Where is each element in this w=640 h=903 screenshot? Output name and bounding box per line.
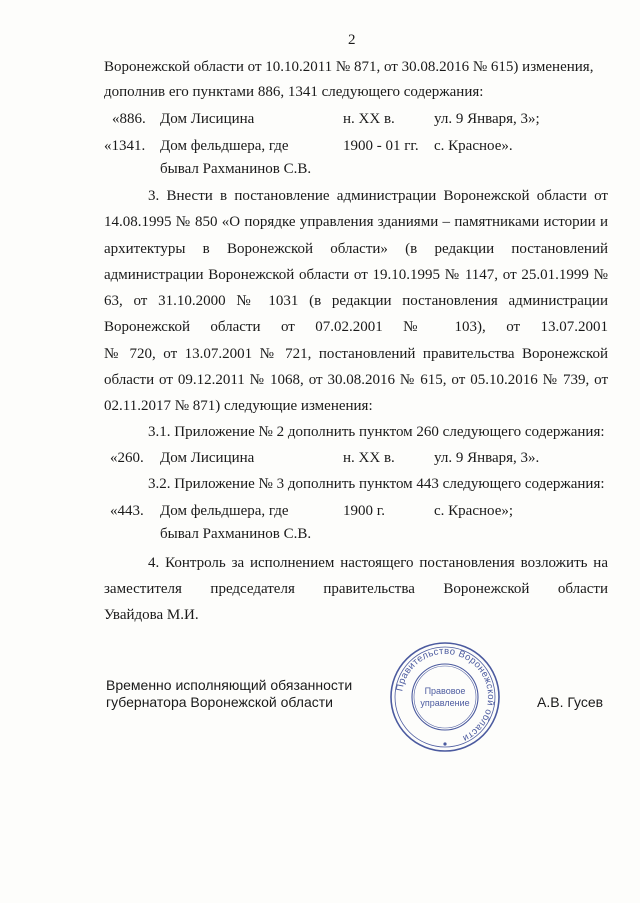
list-item-name: Дом фельдшера, где <box>160 138 289 154</box>
list-item-number: «886. <box>112 111 146 127</box>
list-item-address: с. Красное». <box>434 138 513 154</box>
paragraph-line: области от 09.12.2011 № 1068, от 30.08.2016 № 615, от 05.10.2016 № 739, от <box>104 372 608 388</box>
paragraph-line: Воронежской области от 10.10.2011 № 871, от 30.08.2016 № 615) изменения, <box>104 59 594 75</box>
official-seal-stamp <box>388 640 502 754</box>
list-item-name: Дом фельдшера, где <box>160 503 289 519</box>
paragraph-line: № 720, от 13.07.2001 № 721, постановлений правительства Воронежской <box>104 346 608 362</box>
page-number: 2 <box>348 32 356 48</box>
list-item-number: «443. <box>110 503 144 519</box>
paragraph-line: архитектуры в Воронежской области» (в редакции постановлений <box>104 241 608 257</box>
svg-text:Правительство Воронежской обла: Правительство Воронежской области <box>394 645 497 744</box>
paragraph-line: 14.08.1995 № 850 «О порядке управления зданиями – памятниками истории и <box>104 214 608 230</box>
list-item-address: ул. 9 Января, 3». <box>434 450 540 466</box>
svg-text:управление: управление <box>420 698 470 708</box>
list-item-name-continuation: бывал Рахманинов С.В. <box>160 161 312 177</box>
signatory-title: Временно исполняющий обязанности <box>106 677 353 693</box>
paragraph-line: 4. Контроль за исполнением настоящего постановления возложить на <box>148 555 608 571</box>
paragraph-line: Воронежской области от 07.02.2001 № 103), от 13.07.2001 <box>104 319 608 335</box>
signatory-title: губернатора Воронежской области <box>106 694 333 710</box>
paragraph-line: Увайдова М.И. <box>104 607 199 623</box>
paragraph-line: 02.11.2017 № 871) следующие изменения: <box>104 398 373 414</box>
list-item-number: «260. <box>110 450 144 466</box>
list-item-date: 1900 - 01 гг. <box>343 138 419 154</box>
paragraph-line: 3.2. Приложение № 3 дополнить пунктом 443 следующего содержания: <box>148 476 605 492</box>
paragraph-line: администрации Воронежской области от 19.10.1995 № 1147, от 25.01.1999 № <box>104 267 608 283</box>
paragraph-line: 63, от 31.10.2000 № 1031 (в редакции постановления администрации <box>104 293 608 309</box>
list-item-name-continuation: бывал Рахманинов С.В. <box>160 526 312 542</box>
list-item-address: ул. 9 Января, 3»; <box>434 111 540 127</box>
list-item-name: Дом Лисицина <box>160 111 255 127</box>
signatory-name: А.В. Гусев <box>537 694 604 710</box>
paragraph-line: 3. Внести в постановление администрации Воронежской области от <box>148 188 608 204</box>
list-item-name: Дом Лисицина <box>160 450 255 466</box>
list-item-date: н. XX в. <box>343 450 395 466</box>
list-item-date: 1900 г. <box>343 503 385 519</box>
paragraph-line: 3.1. Приложение № 2 дополнить пунктом 260 следующего содержания: <box>148 424 605 440</box>
svg-text:Правовое: Правовое <box>424 686 466 696</box>
list-item-number: «1341. <box>104 138 146 154</box>
list-item-date: н. XX в. <box>343 111 395 127</box>
paragraph-line: заместителя председателя правительства Воронежской области <box>104 581 608 597</box>
paragraph-line: дополнив его пунктами 886, 1341 следующего содержания: <box>104 84 484 100</box>
list-item-address: с. Красное»; <box>434 503 514 519</box>
